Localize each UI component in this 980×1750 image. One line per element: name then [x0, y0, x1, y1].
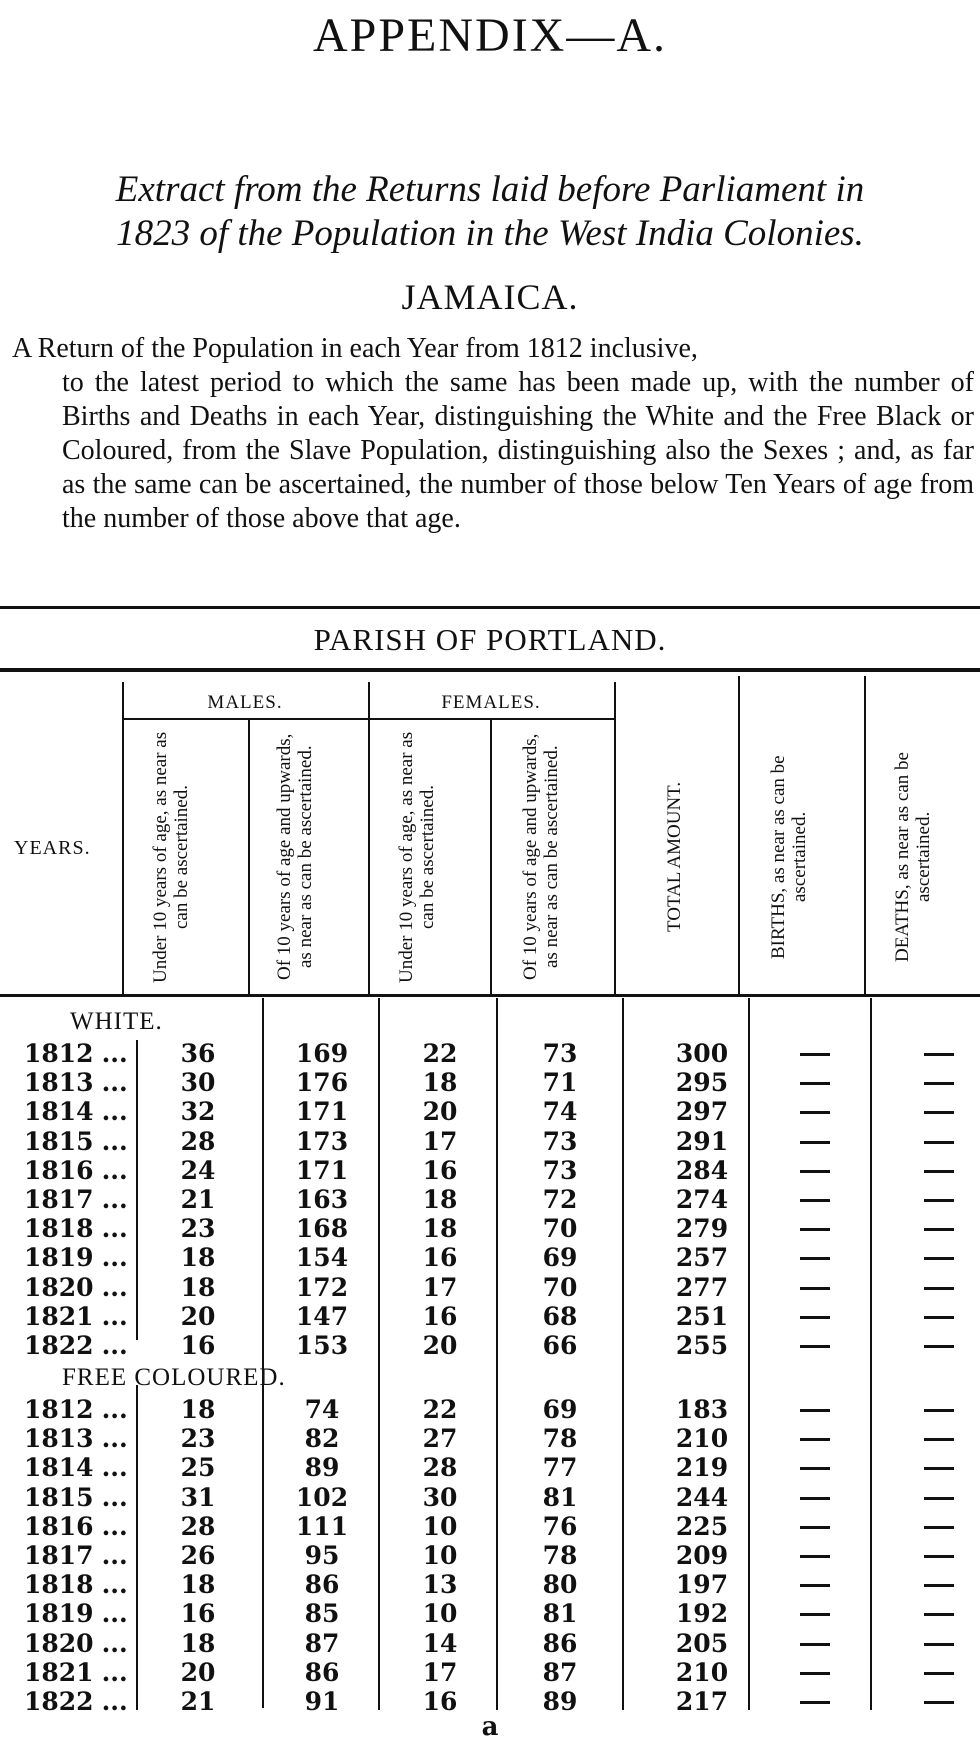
mo-cell: 163 [295, 1185, 349, 1214]
table-row [0, 1273, 980, 1302]
year-value: 1822 [24, 1687, 94, 1716]
mo-cell: 169 [295, 1039, 349, 1068]
total-cell: 209 [675, 1541, 729, 1570]
births-dash [800, 1228, 830, 1231]
total-cell: 284 [675, 1155, 729, 1185]
fo-cell: 77 [542, 1453, 578, 1483]
births-dash [800, 1111, 830, 1114]
header-bottom-rule [0, 994, 980, 997]
leader-dots: ... [101, 1185, 128, 1214]
table-row [0, 1097, 980, 1126]
deaths-dash [924, 1082, 954, 1085]
total-cell: 244 [675, 1482, 729, 1512]
births-dash [800, 1613, 830, 1616]
year-value: 1819 [24, 1599, 94, 1629]
births-dash [800, 1643, 830, 1646]
fo-cell: 86 [542, 1628, 578, 1658]
leader-dots: ... [101, 1687, 128, 1716]
mu-cell: 23 [180, 1214, 216, 1244]
year-cell [24, 1156, 144, 1185]
year-value: 1812 [24, 1039, 94, 1068]
leader-dots: ... [101, 1570, 128, 1600]
deaths-dash [924, 1643, 954, 1646]
mu-cell: 30 [180, 1068, 216, 1098]
fu-cell: 16 [422, 1687, 458, 1716]
total-cell: 295 [675, 1068, 729, 1098]
leader-dots: ... [101, 1126, 128, 1156]
year-cell [24, 1512, 144, 1541]
year-value: 1821 [24, 1657, 94, 1687]
mu-cell: 26 [180, 1541, 216, 1570]
fo-cell: 87 [542, 1657, 578, 1687]
fu-cell: 16 [422, 1155, 458, 1185]
table-row [0, 1156, 980, 1185]
births-dash [800, 1053, 830, 1056]
mo-cell: 102 [295, 1482, 349, 1512]
year-value: 1816 [24, 1155, 94, 1185]
leader-dots: ... [101, 1097, 128, 1127]
deaths-dash [924, 1701, 954, 1704]
deaths-dash [924, 1555, 954, 1558]
total-cell: 205 [675, 1628, 729, 1658]
col-divider-sexes [368, 682, 370, 995]
year-cell [24, 1424, 144, 1453]
leader-dots: ... [101, 1599, 128, 1629]
section-label: WHITE. [70, 1008, 163, 1035]
births-dash [800, 1257, 830, 1260]
table-row [0, 1453, 980, 1482]
year-value: 1822 [24, 1331, 94, 1360]
leader-dots: ... [101, 1395, 128, 1424]
mo-cell: 176 [295, 1068, 349, 1098]
year-value: 1817 [24, 1541, 94, 1570]
fo-cell: 81 [542, 1599, 578, 1629]
fu-cell: 27 [422, 1424, 458, 1454]
fo-cell: 71 [542, 1068, 578, 1098]
deaths-dash [924, 1111, 954, 1114]
table-row [0, 1068, 980, 1097]
total-cell: 255 [675, 1331, 729, 1360]
fu-cell: 22 [422, 1039, 458, 1068]
total-cell: 277 [675, 1272, 729, 1302]
leader-dots: ... [101, 1628, 128, 1658]
extract-subtitle [0, 168, 980, 256]
mu-cell: 18 [180, 1570, 216, 1600]
years-header: YEARS. [14, 837, 91, 859]
description-first-line: A Return of the Population in each Year from 1812 inclusive, [12, 333, 698, 364]
mu-cell: 18 [180, 1628, 216, 1658]
fo-cell: 70 [542, 1214, 578, 1244]
table-row [0, 1629, 980, 1658]
mo-cell: 171 [295, 1097, 349, 1127]
fo-cell: 80 [542, 1570, 578, 1600]
deaths-dash [924, 1228, 954, 1231]
mu-cell: 25 [180, 1453, 216, 1483]
total-cell: 300 [675, 1039, 729, 1068]
births-header: BIRTHS, as near as can be ascertained. [768, 755, 810, 959]
births-dash [800, 1701, 830, 1704]
year-value: 1815 [24, 1482, 94, 1512]
year-cell [24, 1185, 144, 1214]
births-dash [800, 1672, 830, 1675]
year-value: 1818 [24, 1214, 94, 1244]
mo-cell: 168 [295, 1214, 349, 1244]
fu-cell: 28 [422, 1453, 458, 1483]
mo-cell: 91 [304, 1687, 340, 1716]
mo-cell: 172 [295, 1272, 349, 1302]
year-value: 1815 [24, 1126, 94, 1156]
leader-dots: ... [101, 1068, 128, 1098]
mo-cell: 85 [304, 1599, 340, 1629]
col-divider-total [614, 682, 616, 995]
births-dash [800, 1141, 830, 1144]
fo-cell: 81 [542, 1482, 578, 1512]
deaths-dash [924, 1467, 954, 1470]
births-dash [800, 1345, 830, 1348]
year-value: 1821 [24, 1301, 94, 1331]
fo-cell: 69 [542, 1243, 578, 1273]
total-cell: 219 [675, 1453, 729, 1483]
table-row [0, 1483, 980, 1512]
total-cell: 279 [675, 1214, 729, 1244]
year-value: 1814 [24, 1097, 94, 1127]
fo-cell: 70 [542, 1272, 578, 1302]
table-top-rule [0, 668, 980, 672]
fo-cell: 73 [542, 1039, 578, 1068]
deaths-dash [924, 1141, 954, 1144]
fu-cell: 18 [422, 1185, 458, 1214]
fo-cell: 66 [542, 1331, 578, 1360]
deaths-dash [924, 1257, 954, 1260]
mo-cell: 154 [295, 1243, 349, 1273]
births-dash [800, 1526, 830, 1529]
table-row [0, 1395, 980, 1424]
mu-cell: 18 [180, 1243, 216, 1273]
births-dash [800, 1555, 830, 1558]
year-cell [24, 1214, 144, 1243]
leader-dots: ... [101, 1155, 128, 1185]
total-cell: 225 [675, 1511, 729, 1541]
births-dash [800, 1584, 830, 1587]
table-row [0, 1541, 980, 1570]
year-cell [24, 1127, 144, 1156]
total-cell: 251 [675, 1301, 729, 1331]
females-underline [368, 718, 614, 720]
fo-cell: 74 [542, 1097, 578, 1127]
year-value: 1819 [24, 1243, 94, 1273]
mu-cell: 16 [180, 1331, 216, 1360]
births-dash [800, 1316, 830, 1319]
births-dash [800, 1467, 830, 1470]
mo-cell: 171 [295, 1155, 349, 1185]
fu-cell: 20 [422, 1097, 458, 1127]
deaths-dash [924, 1170, 954, 1173]
total-cell: 210 [675, 1657, 729, 1687]
total-cell: 291 [675, 1126, 729, 1156]
table-row [0, 1599, 980, 1628]
fu-cell: 14 [422, 1628, 458, 1658]
col-divider-males [248, 718, 250, 995]
year-value: 1820 [24, 1272, 94, 1302]
mu-cell: 32 [180, 1097, 216, 1127]
year-cell [24, 1097, 144, 1126]
table-row [0, 1039, 980, 1068]
females-header: FEMALES. [441, 692, 541, 713]
mu-cell: 20 [180, 1657, 216, 1687]
births-dash [800, 1199, 830, 1202]
year-cell [24, 1039, 144, 1068]
fu-cell: 10 [422, 1599, 458, 1629]
section-label: FREE COLOURED. [62, 1364, 286, 1391]
births-dash [800, 1497, 830, 1500]
table-row [0, 1185, 980, 1214]
table-row [0, 1658, 980, 1687]
year-cell [24, 1541, 144, 1570]
mo-cell: 173 [295, 1126, 349, 1156]
year-value: 1817 [24, 1185, 94, 1214]
leader-dots: ... [101, 1453, 128, 1483]
mo-cell: 89 [304, 1453, 340, 1483]
female-over-10-header: Of 10 years of age and upwards, as near as can be ascertained. [520, 733, 562, 981]
col-divider-females [490, 718, 492, 995]
deaths-dash [924, 1409, 954, 1412]
fu-cell: 18 [422, 1214, 458, 1244]
mo-cell: 111 [295, 1511, 349, 1541]
fo-cell: 78 [542, 1424, 578, 1454]
leader-dots: ... [101, 1272, 128, 1302]
mu-cell: 21 [180, 1185, 216, 1214]
table-row [0, 1243, 980, 1272]
births-dash [800, 1170, 830, 1173]
appendix-title: APPENDIX—A. [312, 9, 667, 62]
fo-cell: 68 [542, 1301, 578, 1331]
description-rest: to the latest period to which the same has been made up, with the number of Births and Deaths in each Year, distinguishing the White and the Free Black or Coloured, from the Slave Population, distinguishing also the Sexes ; and, as far as the same can be ascertained, the number of those below Ten Years of age from the number of those above that age. [62, 367, 974, 534]
year-cell [24, 1395, 144, 1424]
year-cell [24, 1453, 144, 1482]
leader-dots: ... [101, 1331, 128, 1360]
year-cell [24, 1331, 144, 1360]
births-dash [800, 1287, 830, 1290]
total-cell: 217 [675, 1687, 729, 1716]
deaths-dash [924, 1672, 954, 1675]
male-under-10-header: Under 10 years of age, as near as can be ascertained. [150, 731, 192, 983]
mo-cell: 74 [304, 1395, 340, 1424]
table-row [0, 1331, 980, 1360]
mu-cell: 24 [180, 1155, 216, 1185]
fu-cell: 22 [422, 1395, 458, 1424]
mo-cell: 95 [304, 1541, 340, 1570]
year-value: 1818 [24, 1570, 94, 1600]
table-row [0, 1214, 980, 1243]
fo-cell: 73 [542, 1155, 578, 1185]
mu-cell: 18 [180, 1272, 216, 1302]
mu-cell: 31 [180, 1482, 216, 1512]
mu-cell: 16 [180, 1599, 216, 1629]
year-cell [24, 1273, 144, 1302]
mo-cell: 82 [304, 1424, 340, 1454]
table-row [0, 1570, 980, 1599]
deaths-dash [924, 1053, 954, 1056]
table-row [0, 1127, 980, 1156]
fu-cell: 10 [422, 1511, 458, 1541]
total-cell: 210 [675, 1424, 729, 1454]
mu-cell: 20 [180, 1301, 216, 1331]
deaths-dash [924, 1316, 954, 1319]
year-cell [24, 1599, 144, 1628]
fu-cell: 30 [422, 1482, 458, 1512]
deaths-dash [924, 1199, 954, 1202]
total-cell: 297 [675, 1097, 729, 1127]
year-cell [24, 1570, 144, 1599]
total-cell: 183 [675, 1395, 729, 1424]
leader-dots: ... [101, 1243, 128, 1273]
fo-cell: 73 [542, 1126, 578, 1156]
parish-heading: PARISH OF PORTLAND. [313, 622, 667, 657]
leader-dots: ... [101, 1511, 128, 1541]
mo-cell: 147 [295, 1301, 349, 1331]
males-underline [122, 718, 368, 720]
fu-cell: 10 [422, 1541, 458, 1570]
mu-cell: 21 [180, 1687, 216, 1716]
fo-cell: 69 [542, 1395, 578, 1424]
fo-cell: 78 [542, 1541, 578, 1570]
births-dash [800, 1409, 830, 1412]
mo-cell: 87 [304, 1628, 340, 1658]
mo-cell: 153 [295, 1331, 349, 1360]
fu-cell: 16 [422, 1301, 458, 1331]
mu-cell: 18 [180, 1395, 216, 1424]
deaths-dash [924, 1584, 954, 1587]
year-cell [24, 1629, 144, 1658]
fu-cell: 13 [422, 1570, 458, 1600]
return-description [12, 332, 974, 536]
year-value: 1814 [24, 1453, 94, 1483]
deaths-dash [924, 1287, 954, 1290]
mo-cell: 86 [304, 1657, 340, 1687]
year-value: 1812 [24, 1395, 94, 1424]
fo-cell: 76 [542, 1511, 578, 1541]
fu-cell: 16 [422, 1243, 458, 1273]
year-value: 1820 [24, 1628, 94, 1658]
female-under-10-header: Under 10 years of age, as near as can be ascertained. [396, 731, 438, 983]
fu-cell: 17 [422, 1126, 458, 1156]
births-dash [800, 1438, 830, 1441]
deaths-header: DEATHS, as near as can be ascertained. [892, 752, 934, 962]
total-amount-header: TOTAL AMOUNT. [664, 781, 685, 933]
mu-cell: 28 [180, 1511, 216, 1541]
total-cell: 197 [675, 1570, 729, 1600]
table-row [0, 1424, 980, 1453]
mo-cell: 86 [304, 1570, 340, 1600]
subtitle-line-2: 1823 of the Population in the West India Colonies. [116, 213, 864, 254]
leader-dots: ... [101, 1482, 128, 1512]
fu-cell: 18 [422, 1068, 458, 1098]
deaths-dash [924, 1613, 954, 1616]
mu-cell: 28 [180, 1126, 216, 1156]
total-cell: 257 [675, 1243, 729, 1273]
table-row [0, 1512, 980, 1541]
table-row [0, 1302, 980, 1331]
fo-cell: 72 [542, 1185, 578, 1214]
births-dash [800, 1082, 830, 1085]
fo-cell: 89 [542, 1687, 578, 1716]
mu-cell: 23 [180, 1424, 216, 1454]
colony-heading: JAMAICA. [401, 277, 579, 317]
leader-dots: ... [101, 1424, 128, 1454]
total-cell: 274 [675, 1185, 729, 1214]
year-cell [24, 1483, 144, 1512]
mu-cell: 36 [180, 1039, 216, 1068]
leader-dots: ... [101, 1657, 128, 1687]
year-value: 1816 [24, 1511, 94, 1541]
deaths-dash [924, 1526, 954, 1529]
leader-dots: ... [101, 1301, 128, 1331]
males-header: MALES. [207, 692, 283, 713]
fu-cell: 17 [422, 1657, 458, 1687]
total-cell: 192 [675, 1599, 729, 1629]
year-cell [24, 1068, 144, 1097]
year-value: 1813 [24, 1424, 94, 1454]
year-cell [24, 1302, 144, 1331]
male-over-10-header: Of 10 years of age and upwards, as near as can be ascertained. [274, 733, 316, 981]
fu-cell: 17 [422, 1272, 458, 1302]
col-divider-years [122, 682, 124, 995]
leader-dots: ... [101, 1541, 128, 1570]
top-rule [0, 606, 980, 609]
col-divider-deaths [864, 676, 866, 995]
deaths-dash [924, 1345, 954, 1348]
fu-cell: 20 [422, 1331, 458, 1360]
year-value: 1813 [24, 1068, 94, 1098]
year-cell [24, 1243, 144, 1272]
folio-mark: a [481, 1712, 499, 1742]
col-divider-births [738, 676, 740, 995]
year-cell [24, 1658, 144, 1687]
leader-dots: ... [101, 1039, 128, 1068]
deaths-dash [924, 1497, 954, 1500]
deaths-dash [924, 1438, 954, 1441]
subtitle-line-1: Extract from the Returns laid before Parliament in [115, 169, 865, 210]
leader-dots: ... [101, 1214, 128, 1244]
